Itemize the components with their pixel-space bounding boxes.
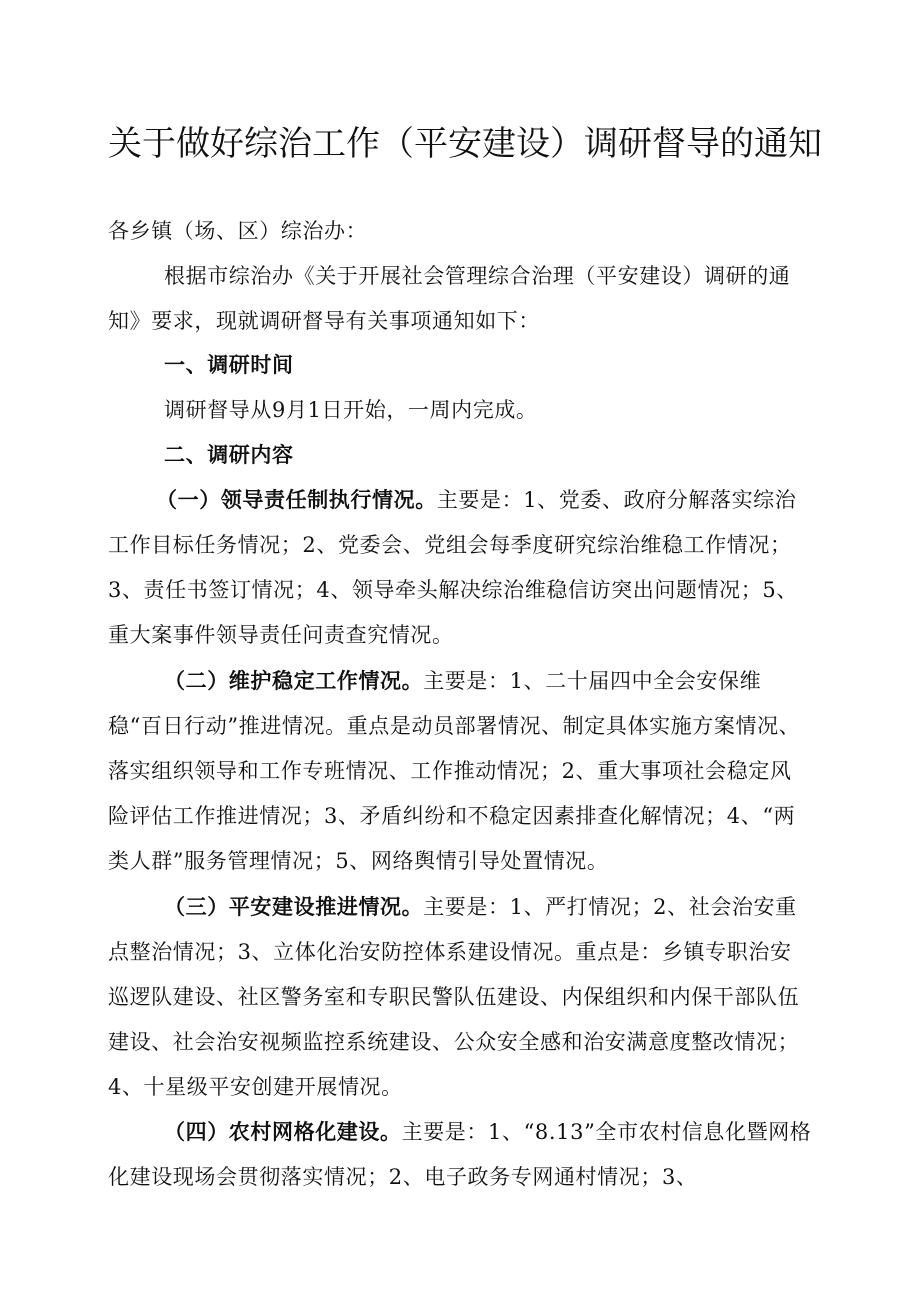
- section-text-time: 调研督导从9月1日开始，一周内完成。: [164, 398, 538, 422]
- intro-paragraph: 根据市综治办《关于开展社会管理综合治理（平安建设）调研的通知》要求，现就调研督导有关事项通知如下：: [108, 264, 791, 333]
- section-heading-time: 一、调研时间: [164, 353, 294, 377]
- item-text-2: 主要是：1、二十届四中全会安保维稳“百日行动”推进情况。重点是动员部署情况、制定具体实施方案情况、落实组织领导和工作专班情况、工作推动情况；2、重大事项社会稳定风险评估工作推进情况；3、矛盾纠纷和不稳定因素排查化解情况；4、“两类人群”服务管理情况；5、网络舆情引导处置情况。: [108, 669, 801, 873]
- section-heading-content: 二、调研内容: [164, 443, 294, 467]
- document-title: 关于做好综治工作（平安建设）调研督导的通知: [108, 124, 822, 164]
- item-paragraph-4: [108, 1110, 812, 1200]
- item-lead-2: （二）维护稳定工作情况。: [164, 669, 424, 693]
- item-paragraph-1: [108, 478, 812, 658]
- item-text-3: 主要是：1、严打情况；2、社会治安重点整治情况；3、立体化治安防控体系建设情况。重点是：乡镇专职治安巡逻队建设、社区警务室和专职民警队伍建设、内保组织和内保干部队伍建设、社会治安视频监控系统建设、公众安全感和治安满意度整改情况；4、十星级平安创建开展情况。: [108, 895, 800, 1099]
- item-paragraph-2: [108, 659, 812, 884]
- item-text-1: 主要是：1、党委、政府分解落实综治工作目标任务情况；2、党委会、党组会每季度研究综治维稳工作情况；3、责任书签订情况；4、领导牵头解决综治维稳信访突出问题情况；5、重大案事件领导责任问责查究情况。: [108, 488, 798, 647]
- salutation: 各乡镇（场、区）综治办：: [108, 219, 368, 243]
- item-lead-1: （一）领导责任制执行情况。: [156, 488, 437, 512]
- item-paragraph-3: [108, 885, 812, 1110]
- item-text-4: 主要是：1、“8.13”全市农村信息化暨网格化建设现场会贯彻落实情况；2、电子政务专网通村情况；3、: [108, 1120, 812, 1189]
- item-lead-4: （四）农村网格化建设。: [164, 1120, 402, 1144]
- item-lead-3: （三）平安建设推进情况。: [164, 895, 424, 919]
